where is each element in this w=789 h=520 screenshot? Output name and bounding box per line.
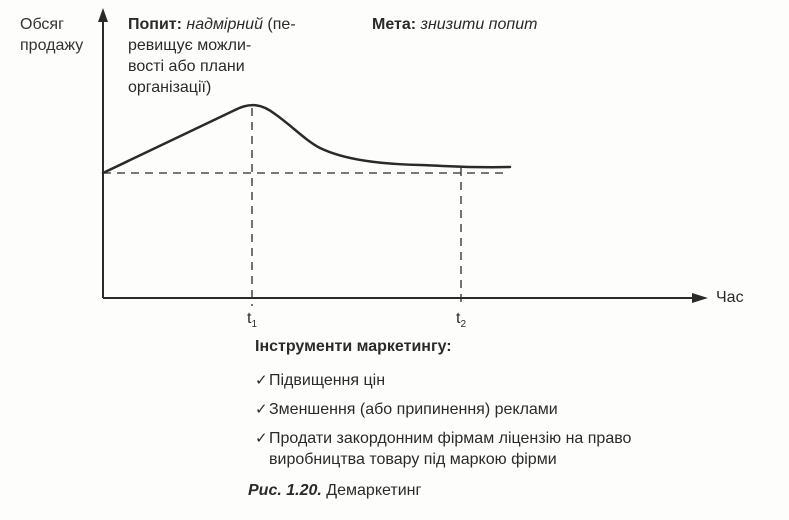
goal-value: знизити попит	[420, 16, 538, 33]
goal-annotation	[372, 14, 537, 35]
goal-label: Мета:	[372, 16, 417, 33]
tool-item-text: Зменшення (або припинення) реклами	[269, 401, 558, 418]
tick-t1-sub: 1	[251, 319, 258, 330]
figure-caption	[248, 482, 421, 500]
x-axis-arrow	[692, 293, 708, 303]
tool-item	[255, 370, 631, 391]
tick-label-t1	[247, 310, 257, 330]
tick-label-t2	[456, 310, 466, 330]
demand-curve	[103, 105, 510, 173]
caption-label: Рис. 1.20.	[248, 482, 322, 499]
demand-value-rest: (пе-	[267, 16, 296, 33]
tool-item	[255, 428, 631, 470]
tool-item-text-cont: виробництва товару під маркою фірми	[269, 451, 557, 468]
tools-heading: Інструменти маркетингу:	[255, 338, 452, 355]
demand-line-4: організації)	[128, 79, 212, 96]
tool-item	[255, 399, 631, 420]
tools-list	[255, 370, 631, 478]
y-axis-label-line2: продажу	[20, 37, 84, 54]
tick-t1-letter: t	[247, 310, 252, 327]
checkmark-icon: ✓	[255, 372, 268, 389]
demand-line-2: ревищує можли-	[128, 37, 252, 54]
tick-t2-sub: 2	[460, 319, 467, 330]
caption-title: Демаркетинг	[326, 482, 422, 499]
tool-item-text: Підвищення цін	[269, 372, 386, 389]
tool-item-text: Продати закордонним фірмам ліцензію на право	[269, 430, 632, 447]
demand-label: Попит:	[128, 16, 182, 33]
x-axis-label: Час	[716, 289, 744, 306]
checkmark-icon: ✓	[255, 401, 268, 418]
checkmark-icon: ✓	[255, 430, 268, 447]
y-axis-label-line1: Обсяг	[20, 16, 64, 33]
demand-value: надмірний	[186, 16, 263, 33]
demand-line-3: вості або плани	[128, 58, 245, 75]
demand-annotation	[128, 14, 348, 98]
y-axis-label	[20, 14, 100, 56]
tick-t2-letter: t	[456, 310, 461, 327]
